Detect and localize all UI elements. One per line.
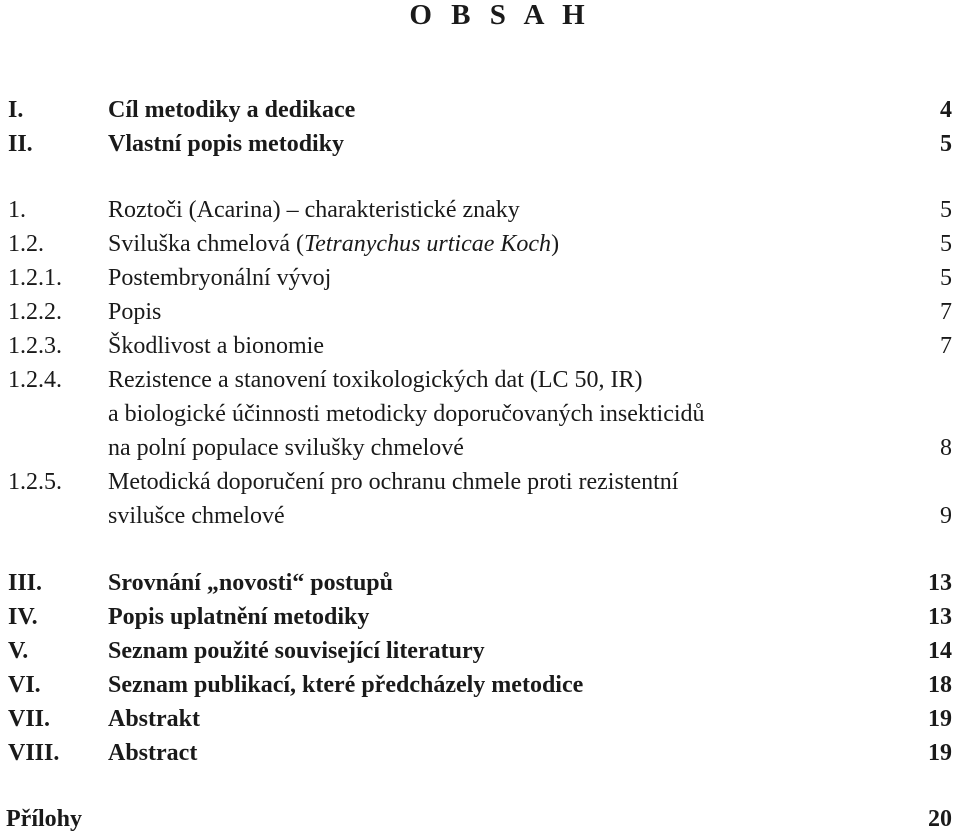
toc-entry-number: VIII.: [8, 740, 60, 766]
toc-entry-title-part: ): [551, 231, 560, 257]
toc-entry-page: 5: [940, 131, 952, 157]
toc-entry[interactable]: [0, 127, 960, 161]
toc-entry-appendices[interactable]: [0, 802, 960, 836]
toc-entry-continuation: [0, 499, 960, 533]
toc-entry[interactable]: [0, 668, 960, 702]
toc-entry-page: 13: [928, 604, 952, 630]
toc-entry[interactable]: [0, 566, 960, 600]
toc-entry[interactable]: [0, 736, 960, 770]
toc-entry-title: Škodlivost a bionomie: [108, 333, 324, 359]
toc-entry-page: 5: [940, 231, 952, 257]
toc-entry-title: Abstract: [108, 740, 198, 766]
toc-entry[interactable]: [0, 261, 960, 295]
toc-entry-page: 7: [940, 299, 952, 325]
toc-entry-page: 20: [928, 806, 952, 832]
toc-entry-page: 19: [928, 706, 952, 732]
toc-entry-title: Seznam publikací, které předcházely metodice: [108, 672, 584, 698]
toc-entry-number: 1.: [8, 197, 26, 223]
toc-entry-title-species: Tetranychus urticae Koch: [303, 231, 552, 257]
toc-entry-number: VI.: [8, 672, 41, 698]
toc-entry[interactable]: [0, 634, 960, 668]
toc-entry[interactable]: [0, 465, 960, 499]
toc-entry-number: III.: [8, 570, 43, 596]
toc-entry[interactable]: [0, 702, 960, 736]
toc-entry-title: Popis uplatnění metodiky: [108, 604, 370, 630]
toc-entry-title: Srovnání „novosti“ postupů: [108, 570, 393, 596]
toc-entry-number: 1.2.: [8, 231, 44, 257]
toc-entry-title: Roztoči (Acarina) – charakteristické znaky: [108, 197, 520, 223]
toc-entry-title: Vlastní popis metodiky: [108, 131, 345, 157]
toc-entry-title-line: a biologické účinnosti metodicky doporučovaných insekticidů: [108, 401, 705, 427]
toc-entry-title-line: svilušce chmelové: [108, 503, 285, 529]
toc-entry-page: 7: [940, 333, 952, 359]
toc-entry-number: 1.2.1.: [8, 265, 62, 291]
toc-entry-page: 19: [928, 740, 952, 766]
toc-entry-number: II.: [8, 131, 33, 157]
toc-entry[interactable]: [0, 227, 960, 261]
toc-entry[interactable]: [0, 93, 960, 127]
toc-entry-title-line: na polní populace svilušky chmelové: [108, 435, 464, 461]
page-title: O B S A H: [409, 0, 591, 31]
toc-entry-page: 8: [940, 435, 952, 461]
toc-entry-number: I.: [8, 97, 24, 123]
toc-entry-number: 1.2.5.: [8, 469, 62, 495]
toc-entry-title: Abstrakt: [108, 706, 201, 732]
toc-entry-title: Cíl metodiky a dedikace: [108, 97, 356, 123]
toc-entry-title-line: Rezistence a stanovení toxikologických dat (LC 50, IR): [108, 367, 643, 393]
toc-entry-continuation: [0, 431, 960, 465]
toc-entry-number: 1.2.4.: [8, 367, 62, 393]
toc-entry-title: Seznam použité související literatury: [108, 638, 485, 664]
toc-entry-title: Popis: [108, 299, 162, 325]
toc-entry-page: 13: [928, 570, 952, 596]
toc-entry-number: 1.2.3.: [8, 333, 62, 359]
toc-entry-number: VII.: [8, 706, 51, 732]
toc-entry-title-part: Sviluška chmelová (: [108, 231, 304, 257]
toc-entry[interactable]: [0, 295, 960, 329]
toc-entry-title: Postembryonální vývoj: [108, 265, 332, 291]
toc-entry[interactable]: [0, 363, 960, 397]
toc-entry-number: IV.: [8, 604, 38, 630]
toc-entry-continuation: [0, 397, 960, 431]
toc-entry-number: 1.2.2.: [8, 299, 62, 325]
toc-entry-page: 4: [940, 97, 952, 123]
toc-entry-page: 14: [928, 638, 952, 664]
toc-entry-page: 5: [940, 265, 952, 291]
toc-entry-page: 5: [940, 197, 952, 223]
toc-entry[interactable]: [0, 329, 960, 363]
toc-entry[interactable]: [0, 193, 960, 227]
toc-entry-number: V.: [8, 638, 29, 664]
toc-entry-page: 18: [928, 672, 952, 698]
toc-entry-title-line: Metodická doporučení pro ochranu chmele proti rezistentní: [108, 469, 679, 495]
toc-entry-title: [108, 227, 559, 261]
toc-entry-title: Přílohy: [6, 806, 82, 832]
toc-entry[interactable]: [0, 600, 960, 634]
toc-entry-page: 9: [940, 503, 952, 529]
